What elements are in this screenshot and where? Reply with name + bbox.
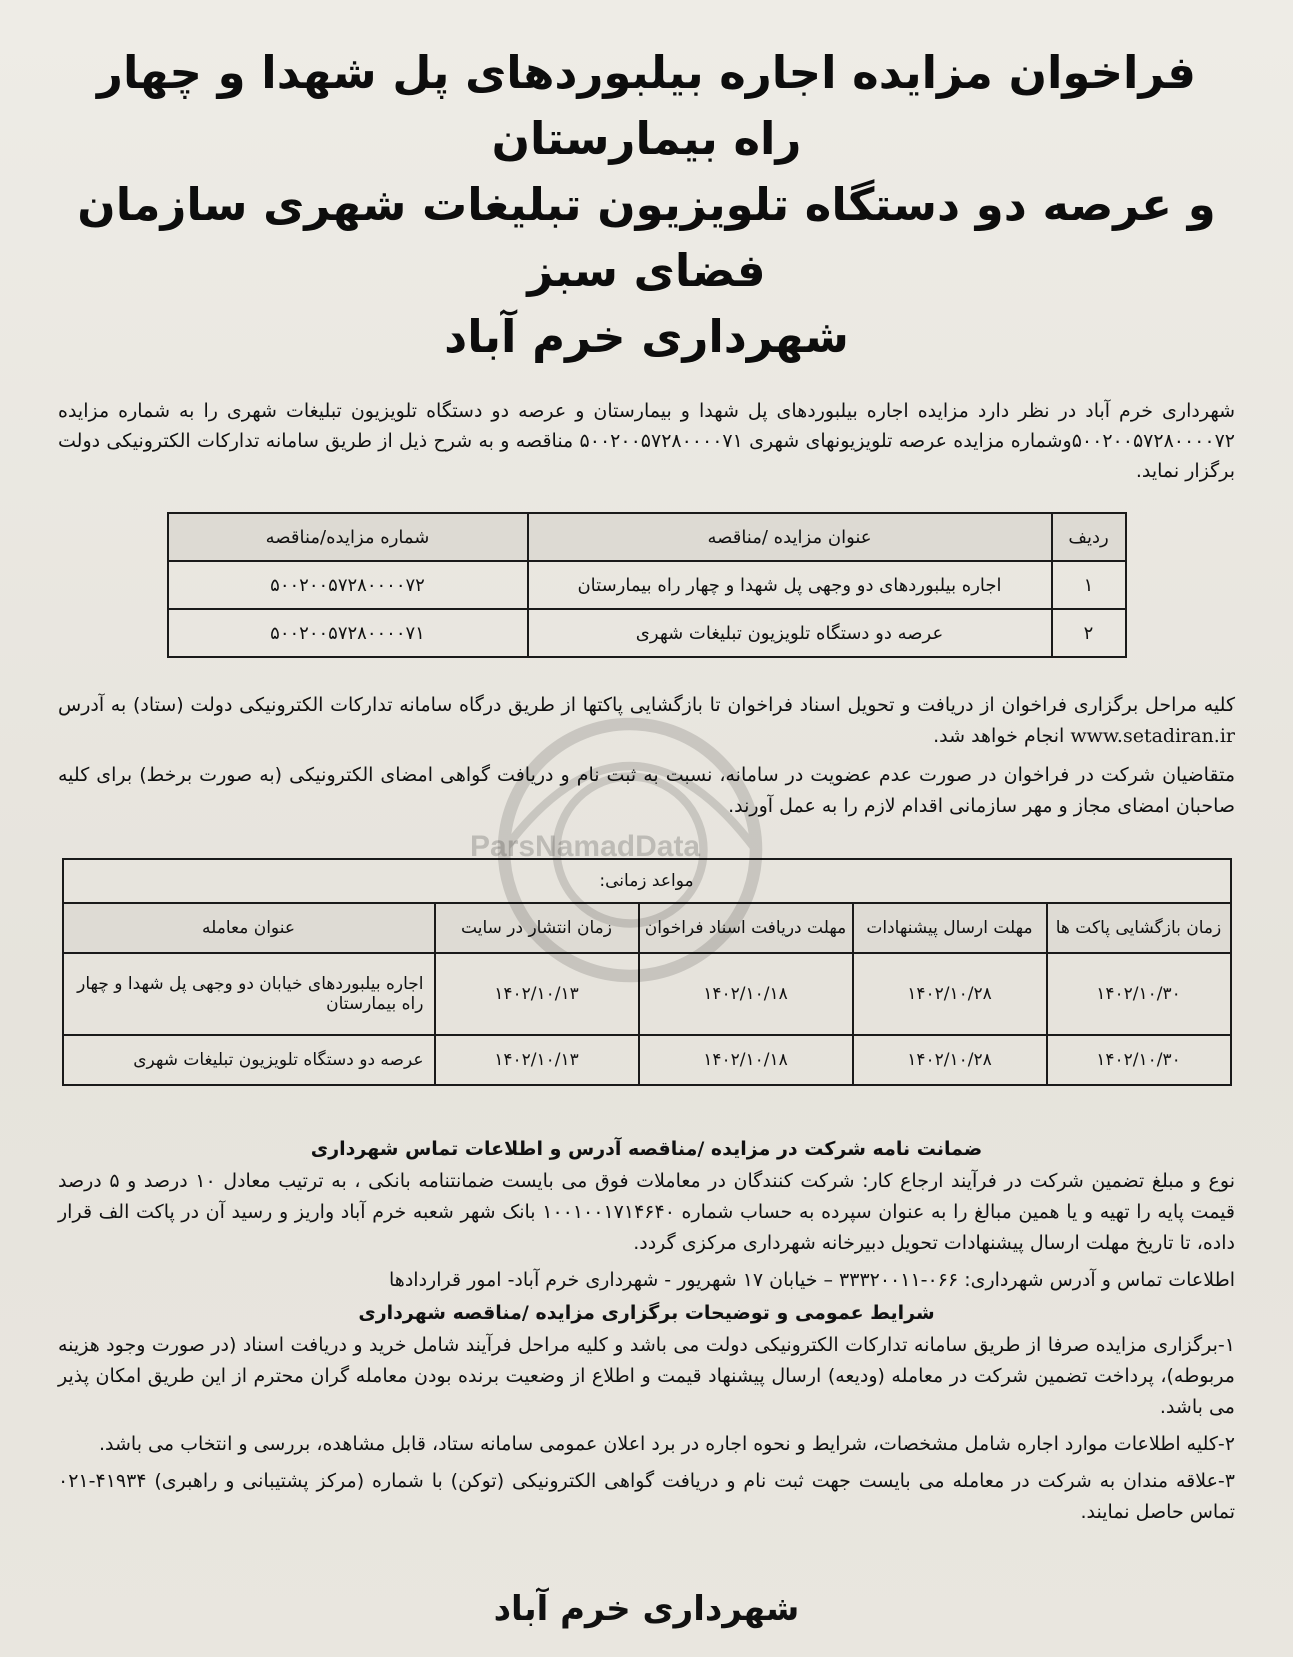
applicants-paragraph: متقاضیان شرکت در فراخوان در صورت عدم عضویت در سامانه، نسبت به ثبت نام و دریافت گواهی امضای الکترونیکی (به صورت برخط) برای کلیه صاحبان امضای مجاز و مهر سازمانی اقدام لازم را به عمل آورند. (58, 764, 1235, 817)
intro-paragraph: شهرداری خرم آباد در نظر دارد مزایده اجاره بیلبوردهای پل شهدا و بیمارستان و عرصه دو دستگاه تلویزیون تبلیغات شهری را به شماره مزایده ۵۰۰۲۰۰۵۷۲۸۰۰۰۰۷۲وشماره مزایده عرصه تلویزیونهای شهری ۵۰۰۲۰۰۵۷۲۸۰۰۰۰۷۱ مناقصه و به شرح ذیل از طریق سامانه تدارکات الکترونیکی دولت برگزار نماید. (58, 400, 1235, 482)
cell-documents-date: ۱۴۰۲/۱۰/۱۸ (639, 953, 853, 1035)
condition-item: ۲-کلیه اطلاعات موارد اجاره شامل مشخصات، شرایط و نحوه اجاره در برد اعلان عمومی سامانه ستاد، قابل مشاهده، بررسی و انتخاب می باشد. (99, 1433, 1235, 1455)
cell-auction-title: عرصه دو دستگاه تلویزیون تبلیغات شهری (528, 609, 1052, 657)
header-documents-deadline: مهلت دریافت اسناد فراخوان (639, 903, 853, 953)
table-row (63, 953, 1231, 1035)
condition-item: ۳-علاقه مندان به شرکت در معامله می بایست جهت ثبت نام و دریافت گواهی الکترونیکی (توکن) با شماره (مرکز پشتیبانی و راهبری) ۴۱۹۳۴-۰۲۱ تماس حاصل نمایند. (58, 1470, 1235, 1523)
title-line-2: و عرصه دو دستگاه تلویزیون تبلیغات شهری سازمان فضای سبز (77, 178, 1216, 297)
watermark-text: ParsNamadData (470, 830, 701, 863)
cell-auction-number: ۵۰۰۲۰۰۵۷۲۸۰۰۰۰۷۲ (168, 561, 528, 609)
cell-opening-date: ۱۴۰۲/۱۰/۳۰ (1047, 953, 1231, 1035)
cell-publish-date: ۱۴۰۲/۱۰/۱۳ (435, 953, 639, 1035)
footer-signature: شهرداری خرم آباد (493, 1589, 800, 1629)
cell-documents-date: ۱۴۰۲/۱۰/۱۸ (639, 1035, 853, 1085)
notice-title (58, 40, 1235, 370)
condition-item: ۱-برگزاری مزایده صرفا از طریق سامانه تدارکات الکترونیکی دولت می باشد و کلیه مراحل فرآیند شامل خرید و دریافت اسناد (در صورت وجود هزینه مربوطه)، پرداخت تضمین شرکت در معامله (ودیعه) ارسال پیشنهاد قیمت و اطلاع از وضعیت برنده بودن معامله گران محترم از این طریق امکان پذیر می باشد. (58, 1334, 1235, 1418)
title-line-1: فراخوان مزایده اجاره بیلبوردهای پل شهدا و چهار راه بیمارستان (97, 46, 1196, 165)
cell-proposal-date: ۱۴۰۲/۱۰/۲۸ (853, 1035, 1047, 1085)
cell-transaction-title: اجاره بیلبوردهای خیابان دو وجهی پل شهدا و چهار راه بیمارستان (63, 953, 435, 1035)
header-auction-number: شماره مزایده/مناقصه (168, 513, 528, 561)
cell-row-number: ۱ (1052, 561, 1126, 609)
procedure-text-end: انجام خواهد شد. (933, 725, 1065, 747)
guarantee-paragraph: نوع و مبلغ تضمین شرکت در فرآیند ارجاع کار: شرکت کنندگان در معاملات فوق می بایست ضمانتنامه بانکی ، به ترتیب معادل ۱۰ درصد و ۵ درصد قیمت پایه را تهیه و یا همین مبالغ را به عنوان سپرده به حساب شماره ۱۰۰۱۰۰۱۷۱۴۶۴۰ بانک شهر شعبه خرم آباد واریز و رسید آن در پاکت الف قرار داده، تا تاریخ مهلت ارسال پیشنهادات تحویل دبیرخانه شهرداری مرکزی گردد. (58, 1170, 1235, 1254)
guarantee-section-title: ضمانت نامه شرکت در مزایده /مناقصه آدرس و اطلاعات تماس شهرداری (310, 1138, 983, 1160)
table-row (63, 1035, 1231, 1085)
cell-auction-title: اجاره بیلبوردهای دو وجهی پل شهدا و چهار راه بیمارستان (528, 561, 1052, 609)
procedure-paragraph (58, 690, 1235, 752)
cell-publish-date: ۱۴۰۲/۱۰/۱۳ (435, 1035, 639, 1085)
cell-auction-number: ۵۰۰۲۰۰۵۷۲۸۰۰۰۰۷۱ (168, 609, 528, 657)
header-auction-title: عنوان مزایده /مناقصه (528, 513, 1052, 561)
title-line-3: شهرداری خرم آباد (444, 310, 849, 363)
procedure-text: کلیه مراحل برگزاری فراخوان از دریافت و تحویل اسناد فراخوان تا بازگشایی پاکتها از طریق درگاه سامانه تدارکات الکترونیکی دولت (ستاد) به آدرس (58, 694, 1235, 716)
auction-list-table (167, 512, 1127, 658)
schedule-table (62, 858, 1232, 1086)
header-transaction-title: عنوان معامله (63, 903, 435, 953)
contact-info: اطلاعات تماس و آدرس شهرداری: ۰۶۶-۳۳۳۲۰۰۱۱ – خیابان ۱۷ شهریور - شهرداری خرم آباد- امور قراردادها (389, 1269, 1235, 1291)
header-publish-time: زمان انتشار در سایت (435, 903, 639, 953)
conditions-section-title: شرایط عمومی و توضیحات برگزاری مزایده /مناقصه شهرداری (358, 1302, 935, 1324)
header-row-number: ردیف (1052, 513, 1126, 561)
cell-proposal-date: ۱۴۰۲/۱۰/۲۸ (853, 953, 1047, 1035)
schedule-caption: مواعد زمانی: (63, 859, 1231, 903)
header-opening-time: زمان بازگشایی پاکت ها (1047, 903, 1231, 953)
cell-transaction-title: عرصه دو دستگاه تلویزیون تبلیغات شهری (63, 1035, 435, 1085)
cell-opening-date: ۱۴۰۲/۱۰/۳۰ (1047, 1035, 1231, 1085)
table-row (168, 609, 1126, 657)
header-proposal-deadline: مهلت ارسال پیشنهادات (853, 903, 1047, 953)
setad-url-link[interactable]: www.setadiran.ir (1070, 725, 1235, 747)
table-row (168, 561, 1126, 609)
cell-row-number: ۲ (1052, 609, 1126, 657)
